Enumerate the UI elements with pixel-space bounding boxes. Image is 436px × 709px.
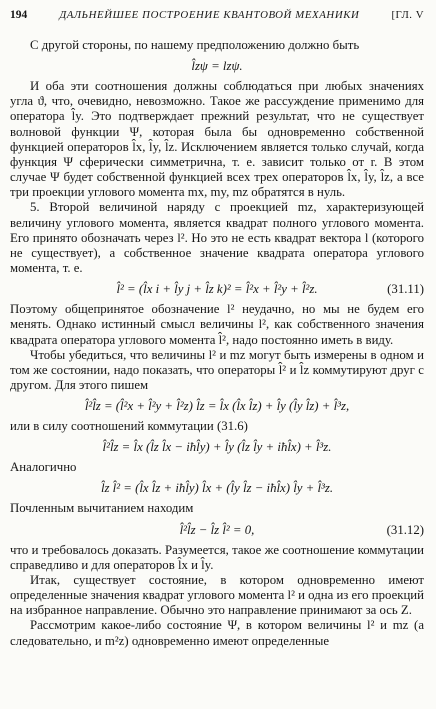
equation-text: l̂²l̂z − l̂z l̂² = 0,: [179, 522, 255, 537]
chapter-marker: [ГЛ. V: [391, 9, 424, 21]
equation-text: l̂²l̂z = l̂x (l̂z l̂x − iħl̂y) + l̂y (l̂z l̂y + iħl̂x) + l̂³z.: [102, 440, 332, 455]
equation-commutator-3: [10, 479, 424, 497]
equation-number: (31.11): [387, 282, 424, 297]
equation-number: (31.12): [386, 522, 424, 537]
equation-commutator-1: [10, 397, 424, 415]
paragraph-3: 5. Второй величиной наряду с проекцией mz, характеризующей величину углового момента, является квадрат полного углового момента. Его принято обозначать через l². Но это не есть квадрат вектора l (которого не существует), а собственное значение квадрата оператора углового момента, т. е.: [10, 200, 424, 276]
paragraph-7: Аналогично: [10, 460, 77, 475]
paragraph-2: И оба эти соотношения должны соблюдаться при любых значениях угла ϑ, что, очевидно, невозможно. Такое же рассуждение применимо для оператора l̂y. Это подтверждает прежний результат, что не существует волновой функции Ψ, которая была бы одновременно собственной функцией операторов l̂x, l̂y, l̂z. Исключением является только случай, когда функция Ψ сферически симметрична, т. е. зависит только от r. В этом случае Ψ будет собственной функцией всех трех операторов l̂x, l̂y, l̂z, а все три проекции углового момента mx, my, mz обратятся в нуль.: [10, 79, 424, 200]
equation-text: l̂²l̂z = (l̂²x + l̂²y + l̂²z) l̂z = l̂x (l̂x l̂z) + l̂y (l̂y l̂z) + l̂³z,: [84, 399, 350, 414]
paragraph-8: Почленным вычитанием находим: [10, 501, 194, 516]
paragraph-9: что и требовалось доказать. Разумеется, такое же соотношение коммутации справедливо и для операторов l̂x и l̂y.: [10, 542, 424, 572]
paragraph-4: Поэтому общепринятое обозначение l² неудачно, но мы не будем его менять. Однако истинный смысл величины l², как собственного значения квадрата оператора углового момента l̂², надо постоянно иметь в виду.: [10, 302, 424, 347]
equation-text: l̂² = (l̂x i + l̂y j + l̂z k)² = l̂²x + l̂²y + l̂²z.: [116, 282, 318, 297]
page-number: 194: [10, 9, 28, 21]
paragraph-1: С другой стороны, по нашему предположению должно быть: [30, 38, 360, 52]
running-title: ДАЛЬНЕЙШЕЕ ПОСТРОЕНИЕ КВАНТОВОЙ МЕХАНИКИ: [59, 9, 360, 21]
equation-text: l̂z l̂² = (l̂x l̂z + iħl̂y) l̂x + (l̂y l̂z − iħl̂x) l̂y + l̂³z.: [100, 481, 334, 496]
paragraph-5: Чтобы убедиться, что величины l² и mz могут быть измерены в одном и том же состоянии, надо показать, что операторы l̂² и l̂z коммутируют друг с другом. Для этого пишем: [10, 347, 424, 392]
paragraph-11: Рассмотрим какое-либо состояние Ψ, в котором величины l² и mz (а следовательно, и m²z) одновременно имеют определенные: [10, 618, 424, 648]
equation-commutator-2: [10, 438, 424, 456]
paragraph-10: Итак, существует состояние, в котором одновременно имеют определенные значения квадрат углового момента l² и одна из его проекций на избранное направление. Обычно это направление принимают за ось Z.: [10, 572, 425, 618]
equation-lz-eigen: [10, 57, 424, 75]
equation-31-11: [10, 280, 424, 298]
paragraph-6: или в силу соотношений коммутации (31.6): [10, 419, 248, 434]
equation-text: l̂zψ = lzψ.: [191, 59, 243, 74]
equation-31-12: [10, 521, 424, 539]
running-header: [10, 8, 424, 22]
